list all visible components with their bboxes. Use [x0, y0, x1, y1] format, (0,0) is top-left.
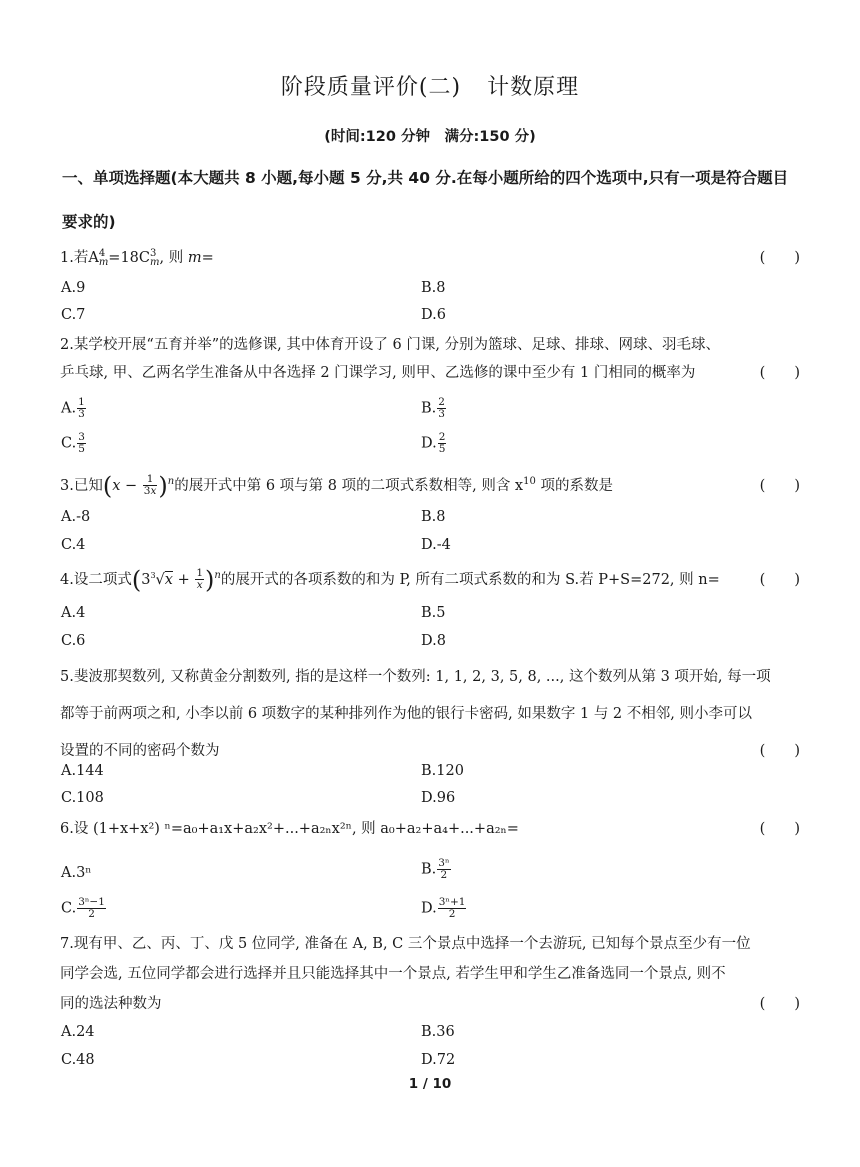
section-heading — [62, 156, 802, 244]
section-heading-line1: 一、单项选择题(本大题共 8 小题,每小题 5 分,共 40 分.在每小题所给的四个选项中,只有一项是符合题目 — [62, 169, 789, 187]
section-heading-line2: 要求的) — [62, 213, 116, 231]
q2-stem-line1: 2.某学校开展“五育并举”的选修课, 其中体育开设了 6 门课, 分别为篮球、足球、排球、网球、羽毛球、 — [60, 337, 721, 353]
q3-stem-pre: 3.已知 — [60, 477, 103, 494]
q4-option-d: D.8 — [421, 633, 446, 649]
q7-stem-line2: 同学会选, 五位同学都会进行选择并且只能选择其中一个景点, 若学生甲和学生乙准备选同一个景点, 则不 — [60, 966, 726, 982]
title-main: 阶段质量评价(二) — [280, 75, 462, 100]
answer-blank: ( ) — [759, 365, 800, 381]
title-sub: 计数原理 — [487, 75, 580, 100]
question-4: 4.设二项式($3^3√x$ + $\frac{1}{x}$ )$^n$的展开式的各项系数的和为 P, 所有二项式系数的和为 S.若 P+S=272, 则 n= ( ) — [60, 565, 800, 594]
q4-option-b: B.5 — [421, 605, 446, 621]
answer-blank: ( ) — [759, 250, 800, 266]
q3-option-d: D.-4 — [421, 537, 451, 553]
q7-option-c: C.48 — [61, 1052, 95, 1068]
answer-blank: ( ) — [759, 996, 800, 1012]
q5-option-a: A.144 — [61, 763, 104, 779]
q7-option-d: D.72 — [421, 1052, 456, 1068]
q2-stem-line2: 乒乓球, 甲、乙两名学生准备从中各选择 2 门课学习, 则甲、乙选修的课中至少有 1 门相同的概率为 — [60, 365, 696, 381]
q6-option-a: A.3ⁿ — [61, 865, 92, 881]
exam-info: (时间:120 分钟 满分:150 分) — [324, 129, 536, 145]
q3-stem-post: 的展开式中第 6 项与第 8 项的二项式系数相等, 则含 x — [174, 477, 524, 494]
q2-option-c: C. $\frac{3}{5}$ — [61, 431, 85, 455]
answer-blank: ( ) — [759, 743, 800, 759]
question-7 — [60, 929, 800, 1019]
q7-stem-line3: 同的选法种数为 — [60, 996, 162, 1012]
q4-stem-pre: 4.设二项式 — [60, 571, 132, 588]
q3-exponent: 10 — [523, 476, 536, 487]
answer-blank: ( ) — [759, 572, 800, 588]
q5-stem-line2: 都等于前两项之和, 小李以前 6 项数字的某种排列作为他的银行卡密码, 如果数字 1 与 2 不相邻, 则小李可以 — [60, 706, 752, 722]
answer-blank: ( ) — [759, 821, 800, 837]
question-5 — [60, 659, 800, 770]
q2-option-a: A. $\frac{1}{3}$ — [61, 396, 85, 420]
q4-stem-post: 的展开式的各项系数的和为 P, 所有二项式系数的和为 S.若 P+S=272, 则 n= — [220, 571, 720, 588]
page-title — [0, 70, 860, 101]
q6-stem: 6.设 (1+x+x²) ⁿ=a₀+a₁x+a₂x²+...+a₂ₙx²ⁿ, 则 a₀+a₂+a₄+...+a₂ₙ= — [60, 821, 519, 837]
q3-stem-end: 项的系数是 — [535, 477, 613, 494]
question-6 — [60, 815, 800, 843]
q5-option-b: B.120 — [421, 763, 464, 779]
q1-option-a: A.9 — [61, 280, 86, 296]
q1-option-d: D.6 — [421, 307, 446, 323]
q7-option-b: B.36 — [421, 1024, 455, 1040]
q7-option-a: A.24 — [61, 1024, 95, 1040]
q1-stem-post: , 则 — [159, 250, 188, 266]
question-1: 1.若A 4 m =18C 3 m , 则 m= ( ) — [60, 244, 800, 272]
q6-option-d: D. $\frac{\text{3ⁿ+1}}{2}$ — [421, 896, 466, 920]
q1-stem-pre: 1.若A — [60, 250, 99, 266]
page-number: 1 / 10 — [408, 1076, 452, 1092]
q5-stem-line1: 5.斐波那契数列, 又称黄金分割数列, 指的是这样一个数列: 1, 1, 2, 3, 5, 8, ..., 这个数列从第 3 项开始, 每一项 — [60, 669, 771, 685]
q1-var: m — [187, 250, 202, 266]
q5-stem-line3: 设置的不同的密码个数为 — [60, 743, 220, 759]
question-2 — [60, 331, 800, 387]
q4-option-c: C.6 — [61, 633, 86, 649]
q6-option-b: B. $\frac{\text{3ⁿ}}{2}$ — [421, 857, 450, 881]
q7-stem-line1: 7.现有甲、乙、丙、丁、戊 5 位同学, 准备在 A, B, C 三个景点中选择一个去游玩, 已知每个景点至少有一位 — [60, 936, 751, 952]
q4-option-a: A.4 — [61, 605, 86, 621]
q3-option-b: B.8 — [421, 509, 446, 525]
q6-option-c: C. $\frac{\text{3ⁿ−1}}{2}$ — [61, 896, 105, 920]
q1-stem-mid: =18C — [108, 250, 150, 266]
q1-option-c: C.7 — [61, 307, 86, 323]
question-3: 3.已知(x − $\frac{1}{3x}$ )$^n$的展开式中第 6 项与第 8 项的二项式系数相等, 则含 $x^{10}$ 项的系数是 ( ) — [60, 471, 800, 500]
q3-option-a: A.-8 — [61, 509, 91, 525]
q1-option-b: B.8 — [421, 280, 446, 296]
q2-option-b: B. $\frac{2}{3}$ — [421, 396, 445, 420]
q2-option-d: D. $\frac{2}{5}$ — [421, 431, 446, 455]
q5-option-d: D.96 — [421, 790, 456, 806]
answer-blank: ( ) — [759, 478, 800, 494]
q1-stem-end: = — [201, 250, 214, 266]
q5-option-c: C.108 — [61, 790, 104, 806]
q3-option-c: C.4 — [61, 537, 86, 553]
